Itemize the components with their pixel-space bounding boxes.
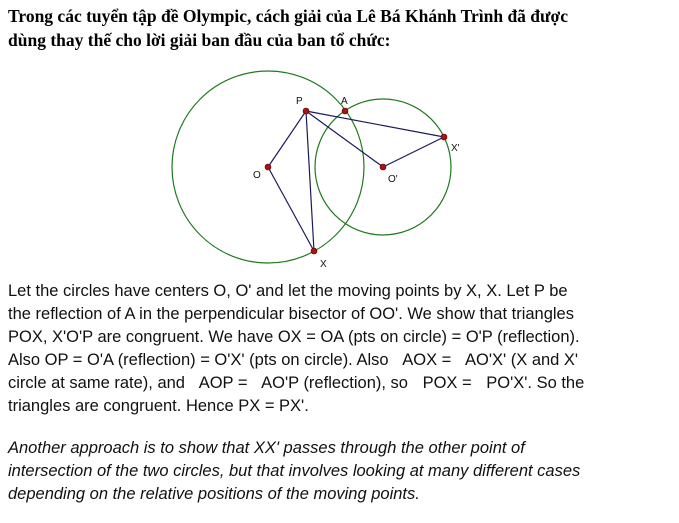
proof-line-4-part-c: AO'X' (X and X' bbox=[465, 351, 579, 369]
alt-line-3: depending on the relative positions of the moving points. bbox=[8, 485, 420, 503]
proof-line-4 bbox=[8, 349, 678, 372]
segment-O-prime-X-prime bbox=[383, 137, 444, 167]
label-P: P bbox=[296, 96, 303, 107]
alt-line-2: intersection of the two circles, but that involves looking at many different cases bbox=[8, 462, 581, 480]
segment-PO-prime bbox=[306, 111, 383, 167]
point-O-prime bbox=[380, 164, 386, 170]
proof-line-5-part-c: AO'P (reflection), so bbox=[261, 374, 408, 392]
heading-line-1: Trong các tuyển tập đề Olympic, cách giải của Lê Bá Khánh Trình đã được bbox=[8, 6, 568, 26]
label-A: A bbox=[341, 96, 348, 107]
proof-line-5 bbox=[8, 372, 678, 395]
point-X-prime bbox=[441, 134, 447, 140]
label-X-prime: X' bbox=[451, 143, 460, 154]
point-P bbox=[303, 108, 309, 114]
proof-line-1: Let the circles have centers O, O' and let the moving points by X, X. Let P be bbox=[8, 282, 568, 300]
proof-line-4-part-b: AOX = bbox=[402, 351, 452, 369]
segment-PX-prime bbox=[306, 111, 444, 137]
heading-line-2: dùng thay thế cho lời giải ban đầu của ban tổ chức: bbox=[8, 30, 391, 50]
proof-paragraph bbox=[8, 280, 678, 418]
label-O: O bbox=[253, 170, 261, 181]
proof-line-6: triangles are congruent. Hence PX = PX'. bbox=[8, 397, 309, 415]
circles bbox=[172, 71, 451, 263]
proof-line-5-part-d: POX = bbox=[422, 374, 472, 392]
label-X: X bbox=[320, 259, 327, 270]
alternative-approach-paragraph bbox=[8, 437, 678, 506]
segment-OP bbox=[268, 111, 306, 167]
alt-line-1: Another approach is to show that XX' passes through the other point of bbox=[8, 439, 525, 457]
segment-PX bbox=[306, 111, 314, 251]
point-X bbox=[311, 248, 317, 254]
proof-line-5-part-b: AOP = bbox=[198, 374, 248, 392]
label-O-prime: O' bbox=[388, 174, 398, 185]
proof-line-4-part-a: Also OP = O'A (reflection) = O'X' (pts on circle). Also bbox=[8, 351, 389, 369]
proof-line-5-part-e: PO'X'. So the bbox=[486, 374, 585, 392]
proof-line-5-part-a: circle at same rate), and bbox=[8, 374, 185, 392]
point-O bbox=[265, 164, 271, 170]
proof-line-2: the reflection of A in the perpendicular bisector of OO'. We show that triangles bbox=[8, 305, 574, 323]
proof-line-3: POX, X'O'P are congruent. We have OX = OA (pts on circle) = O'P (reflection). bbox=[8, 328, 580, 346]
point-A bbox=[342, 108, 348, 114]
point-labels bbox=[253, 96, 460, 270]
segment-OX bbox=[268, 167, 314, 251]
